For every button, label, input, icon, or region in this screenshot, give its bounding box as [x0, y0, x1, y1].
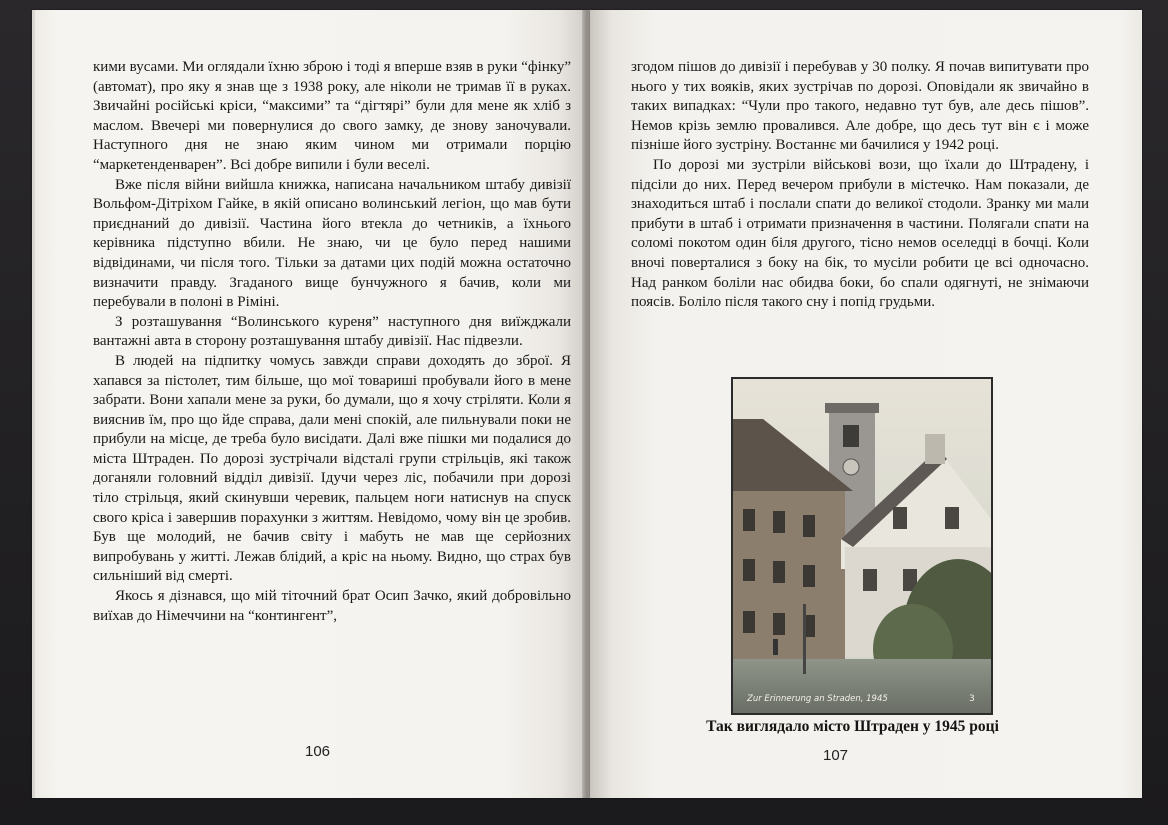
right-paragraph-continuation: згодом пішов до дивізії і перебував у 30 полку. Я почав випитувати про нього у тих вояків, яких зустрічав по дорозі. Оповідали як звичайно в таких випадках: “Чули про такого, недавно тут був, але десь пішов”. Немов крізь землю провалився. Але добре, що десь тут він є і може пізніше його зустріну. Востаннє ми бачилися у 1942 році. — [631, 59, 1089, 154]
photo-inscription: Zur Erinnerung an Straden, 1945 — [747, 694, 888, 704]
right-page-number: 107 — [823, 747, 849, 764]
left-page-text — [93, 58, 571, 626]
left-paragraph-5: Якось я дізнався, що мій тіточний брат Осип Зачко, який добровільно виїхав до Німеччини на “контингент”, — [93, 588, 571, 624]
right-page — [590, 10, 1142, 798]
left-paragraph-2: Вже після війни вийшла книжка, написана начальником штабу дивізії Вольфом-Дітріхом Гайке, в якій описано волинський легіон, що мав бути приєднаний до дивізії. Частина його втекла до четників, а їхнього керівника підступно вбили. Не знаю, чи це було перед нашими відвідинами, чи після того. Тільки за датами цих подій можна остаточно визначити правду. Згаданого вище бунчужного я бачив, коли ми перебували в полоні в Ріміні. — [93, 176, 571, 311]
street — [733, 659, 991, 713]
left-page — [32, 10, 587, 798]
left-paragraph-1: кими вусами. Ми оглядали їхню зброю і тоді я вперше взяв в руки “фінку” (автомат), про яку я знав ще з 1938 року, але ніколи не тримав її в руках. Звичайні російські кріси, “максими” та “дігтярі” були для мене як хліб з маслом. Ввечері ми повернулися до свого замку, де знову заночували. Наступного дня не знаю яким чином ми отримали порцію “маркетенденварен”. Всі добре випили і були веселі. — [93, 59, 571, 173]
left-paragraph-4: В людей на підпитку чомусь завжди справи доходять до зброї. Я хапався за пістолет, тим більше, що мої товариші пробували його в мене забрати. Вони хапали мене за руки, бо думали, що я хочу стріляти. Коли я вияснив їм, про що йде справа, дали мені спокій, але пильнували поки не прибули на місце, де треба було висідати. Далі вже пішки ми подалися до міста Штраден. По дорозі зустрічали відсталі групи стрільців, які також доганяли головний відділ дивізії. Ідучи через ліс, побачили при дорозі тіло стрільця, який скинувши черевик, пальцем ноги натиснув на спуск свого кріса і завершив порахунки з життям. Невідомо, чому він це зробив. Був ще молодий, не бачив світу і мабуть не мав ще серйозних випробувань у житті. Лежав блідий, а кріс на ньому. Видно, що страх був сильніший від смерті. — [93, 352, 571, 585]
right-paragraph-1: По дорозі ми зустріли військові вози, що їхали до Штрадену, і підсіли до них. Перед вечером прибули в містечко. Нам показали, де знаходиться штаб і послали спати до великої стодоли. Зранку ми мали прибути в штаб і отримати призначення в частини. Полягали спати на соломі покотом один біля другого, тісно немов оселедці в бочці. Коли вночі поверталися з боку на бік, то мусіли робити це всі одночасно. Над ранком боліли нас обидва боки, бо спали одягнуті, не знімаючи поясів. Боліло після такого сну і попід грудьми. — [631, 156, 1089, 311]
straden-photo-drawing — [733, 379, 991, 713]
left-paragraph-3: З розташування “Волинського куреня” наступного дня виїжджали вантажні авта в сторону розташування штабу дивізії. Нас підвезли. — [93, 313, 571, 350]
left-page-number: 106 — [305, 743, 331, 760]
photo-caption: Так виглядало місто Штраден у 1945 році — [706, 718, 999, 735]
right-page-text — [631, 58, 1089, 313]
straden-photo — [731, 377, 993, 715]
photo-number: 3 — [969, 694, 975, 704]
